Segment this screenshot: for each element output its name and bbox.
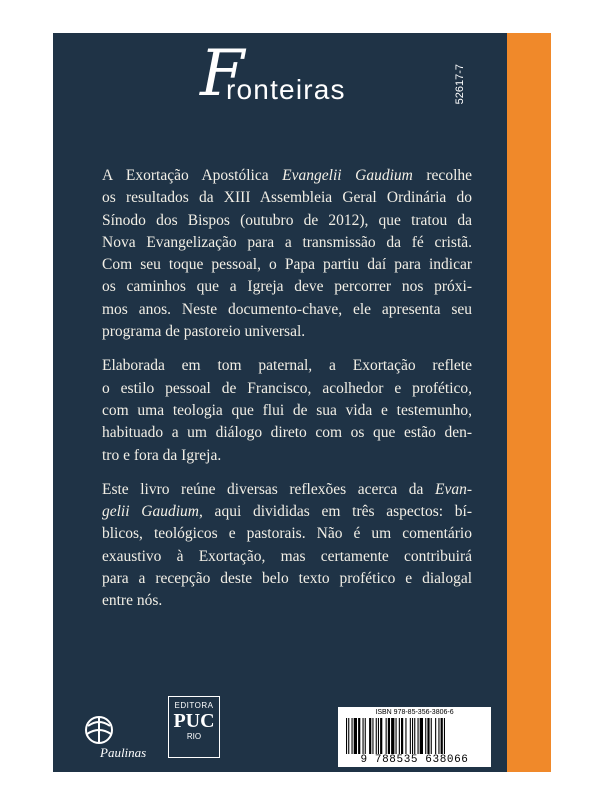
product-code [453, 64, 467, 124]
barcode-bars-icon [346, 718, 483, 754]
puc-line1: EDITORA [174, 701, 214, 710]
text-line: o estilo pessoal de Francisco, acolhedor e profético, [102, 379, 472, 397]
text-line: os caminhos que a Igreja deve percorrer nos próxi- [102, 278, 472, 296]
orange-spine-strip [507, 33, 551, 772]
text-line: gelii Gaudium, aqui divididas em três aspectos: bí- [102, 503, 472, 521]
text-line: Nova Evangelização para a transmissão da fé cristã. [102, 233, 472, 251]
text-line: programa de pastoreio universal. [102, 323, 306, 341]
paulinas-logo [80, 712, 150, 764]
paragraph [80, 165, 472, 343]
paragraph [80, 355, 472, 466]
text-line: mos anos. Neste documento-chave, ele apresenta seu [102, 300, 472, 318]
paulinas-wordmark: Paulinas [100, 745, 147, 760]
text-line: Sínodo dos Bispos (outubro de 2012), que tratou da [102, 211, 472, 229]
text-line: Este livro reúne diversas reflexões acerca da Evan- [102, 480, 472, 498]
paulinas-emblem-icon [82, 712, 116, 748]
text-line: entre nós. [102, 592, 163, 610]
isbn-barcode [338, 707, 491, 767]
paragraph [80, 479, 472, 613]
synopsis [80, 165, 472, 625]
text-line: Elaborada em tom paternal, a Exortação reflete [102, 357, 472, 375]
text-line: os resultados da XIII Assembleia Geral Ordinária do [102, 189, 472, 207]
text-line: com uma teologia que flui de sua vida e testemunho, [102, 401, 472, 419]
product-code-text: 52617-7 [454, 64, 466, 105]
puc-line3: RIO [186, 732, 202, 741]
text-line: blicos, teológicos e pastorais. Não é um comentário [102, 525, 472, 543]
text-line: tro e fora da Igreja. [102, 446, 222, 464]
text-line: exaustivo à Exortação, mas certamente contribuirá [102, 547, 472, 565]
text-line: para a recepção deste belo texto profético e dialogal [102, 570, 472, 588]
barcode-digits: 9 788535 638066 [360, 754, 469, 766]
text-line: habituado a um diálogo direto com os que estão den- [102, 424, 472, 442]
text-line: Com seu toque pessoal, o Papa partiu daí para indicar [102, 256, 472, 274]
puc-rio-logo [168, 696, 220, 758]
puc-line2: PUC [173, 710, 215, 732]
text-line: A Exortação Apostólica Evangelii Gaudium recolhe [102, 167, 473, 184]
series-initial: F [200, 37, 245, 111]
series-name: ronteiras [226, 74, 346, 105]
isbn-text: ISBN 978-85-356-3806-6 [375, 709, 454, 716]
